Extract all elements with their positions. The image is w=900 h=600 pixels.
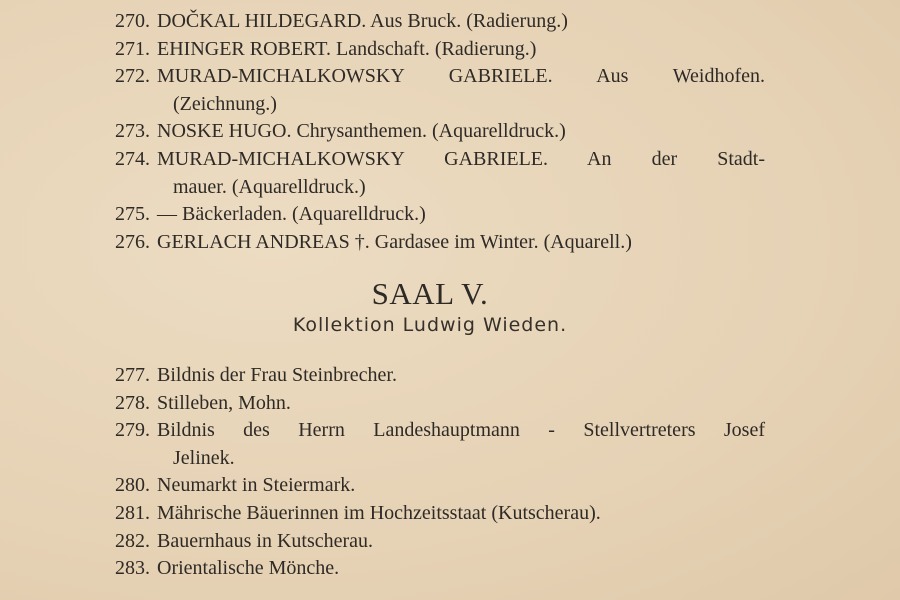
catalog-entry	[95, 362, 765, 390]
entry-number: 275.	[115, 203, 150, 226]
catalog-entry	[95, 201, 765, 229]
section-subtitle: Kollektion Ludwig Wieden.	[292, 314, 568, 336]
entry-number: 279.	[115, 419, 150, 442]
entry-number: 278.	[115, 391, 150, 414]
entry-text: Orientalische Mönche.	[157, 557, 340, 580]
entry-number: 276.	[115, 230, 150, 253]
entry-number: 270.	[115, 10, 150, 32]
entry-text: GERLACH ANDREAS †. Gardasee im Winter. (Aquarell.)	[157, 230, 632, 253]
catalog-entry	[95, 229, 765, 257]
catalog-entry	[95, 472, 765, 500]
entry-number: 283.	[115, 557, 150, 580]
catalog-entry	[95, 8, 765, 36]
catalog-entry	[95, 500, 765, 528]
entry-text: Bauernhaus in Kutscherau.	[157, 529, 374, 552]
entry-number: 282.	[115, 529, 150, 552]
catalog-entry	[95, 146, 765, 201]
entry-text: DOČKAL HILDEGARD. Aus Bruck. (Radierung.)	[157, 10, 568, 32]
entry-number: 277.	[115, 364, 150, 386]
entry-text: Neumarkt in Steiermark.	[157, 474, 356, 497]
catalog-entry	[95, 118, 765, 146]
entry-text: Bildnis des Herrn Landeshauptmann - Stellvertreters Josef	[157, 419, 765, 442]
entry-text: NOSKE HUGO. Chrysanthemen. (Aquarelldruck.)	[157, 120, 566, 143]
entry-text: Bildnis der Frau Steinbrecher.	[157, 364, 397, 386]
entry-text: MURAD-MICHALKOWSKY GABRIELE. An der Stadt-	[157, 147, 765, 170]
entry-number: 273.	[115, 120, 150, 143]
entry-text: Jelinek.	[173, 446, 235, 469]
section-title: SAAL V.	[371, 276, 489, 311]
entry-text: mauer. (Aquarelldruck.)	[173, 175, 366, 198]
catalog-entry	[95, 528, 765, 556]
catalog-list-1	[95, 8, 765, 256]
entry-text: — Bäckerladen. (Aquarelldruck.)	[157, 203, 426, 226]
entry-text: MURAD-MICHALKOWSKY GABRIELE. Aus Weidhofen.	[157, 65, 765, 88]
entry-text: EHINGER ROBERT. Landschaft. (Radierung.)	[157, 37, 537, 60]
catalog-list-2	[95, 362, 765, 583]
catalog-entry	[95, 417, 765, 472]
entry-text: (Zeichnung.)	[173, 92, 277, 115]
entry-text: Mährische Bäuerinnen im Hochzeitsstaat (Kutscherau).	[157, 501, 601, 524]
catalog-entry	[95, 63, 765, 118]
entry-number: 281.	[115, 501, 150, 524]
entry-number: 280.	[115, 474, 150, 497]
entry-text: Stilleben, Mohn.	[157, 391, 291, 414]
catalog-entry	[95, 390, 765, 418]
entry-number: 274.	[115, 147, 150, 170]
entry-number: 271.	[115, 37, 150, 60]
catalog-entry	[95, 555, 765, 583]
entry-number: 272.	[115, 65, 150, 88]
catalog-entry	[95, 36, 765, 64]
